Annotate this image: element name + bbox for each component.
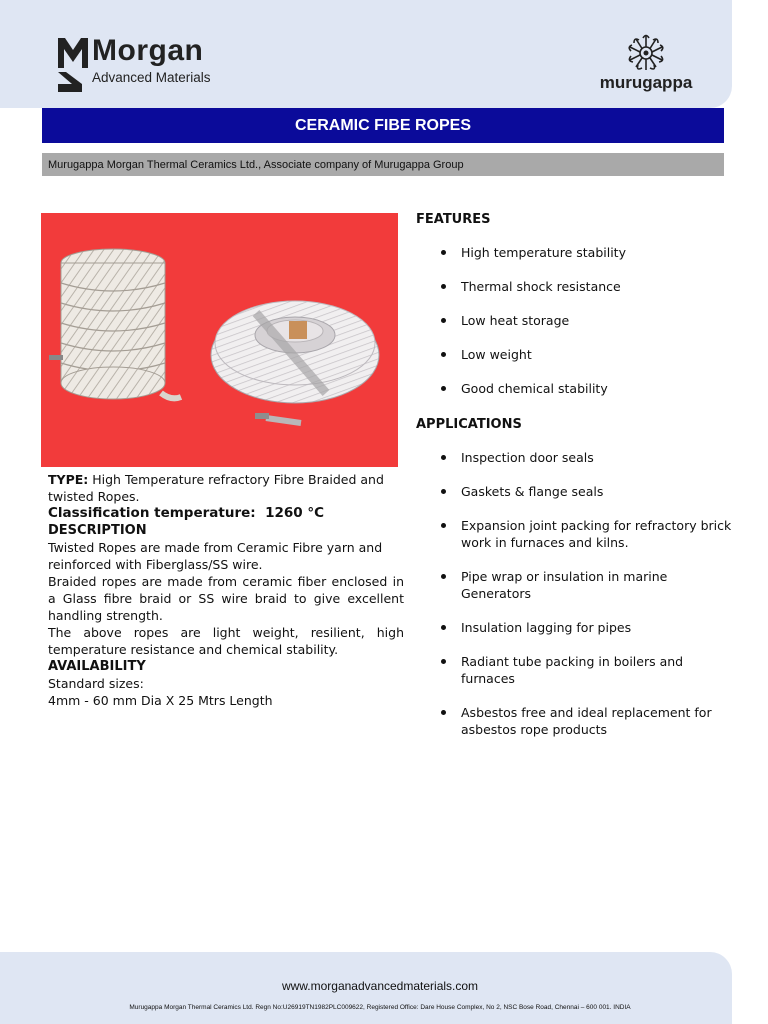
- morgan-logo: [58, 34, 258, 94]
- availability-line-2: 4mm - 60 mm Dia X 25 Mtrs Length: [48, 693, 273, 708]
- type-label: TYPE:: [48, 472, 89, 487]
- classification-value: 1260 °C: [265, 505, 325, 521]
- list-item: Inspection door seals: [416, 449, 736, 466]
- left-column: [48, 471, 404, 709]
- list-item: Low weight: [416, 346, 736, 363]
- murugappa-logo: [588, 34, 704, 96]
- classification-label: Classification temperature:: [48, 505, 256, 521]
- page-title: CERAMIC FIBE ROPES: [42, 108, 724, 143]
- availability-heading: AVAILABILITY: [48, 659, 146, 674]
- footer-registration: Murugappa Morgan Thermal Ceramics Ltd. Regn No:U26919TN1982PLC009622, Registered Office: Dare House Complex, No 2, NSC Bose Road, Chennai – 600 001. INDIA: [129, 1004, 631, 1011]
- list-item: Thermal shock resistance: [416, 278, 736, 295]
- header-band: [0, 0, 732, 108]
- description-paragraph-3: The above ropes are light weight, resilient, high temperature resistance and chemical stability.: [48, 625, 404, 657]
- description-heading: DESCRIPTION: [48, 523, 147, 538]
- list-item: Expansion joint packing for refractory brick work in furnaces and kilns.: [416, 517, 736, 551]
- morgan-wordmark: Morgan: [92, 34, 204, 67]
- list-item: Asbestos free and ideal replacement for asbestos rope products: [416, 704, 736, 738]
- morgan-tagline: Advanced Materials: [92, 70, 211, 85]
- list-item: High temperature stability: [416, 244, 736, 261]
- list-item: Low heat storage: [416, 312, 736, 329]
- murugappa-wordmark: murugappa: [599, 73, 693, 92]
- applications-heading: APPLICATIONS: [416, 417, 522, 432]
- morgan-m-icon: [58, 38, 88, 92]
- list-item: Insulation lagging for pipes: [416, 619, 736, 636]
- description-paragraph-1: Twisted Ropes are made from Ceramic Fibre yarn and reinforced with Fiberglass/SS wire.: [48, 540, 383, 572]
- applications-list: [416, 449, 736, 738]
- type-paragraph: [48, 471, 404, 505]
- classification-temperature: [48, 505, 404, 522]
- product-photo: [41, 213, 398, 467]
- availability-line-1: Standard sizes:: [48, 676, 144, 691]
- features-list: [416, 244, 736, 397]
- type-text: High Temperature refractory Fibre Braided and twisted Ropes.: [48, 472, 384, 504]
- murugappa-flower-icon: [626, 34, 666, 72]
- features-heading: FEATURES: [416, 212, 491, 227]
- company-line: Murugappa Morgan Thermal Ceramics Ltd., Associate company of Murugappa Group: [42, 153, 724, 176]
- rope-coils-image: [41, 213, 398, 467]
- description-paragraph-2: Braided ropes are made from ceramic fiber enclosed in a Glass fibre braid or SS wire braid to give excellent handling strength.: [48, 574, 404, 623]
- footer-website-link[interactable]: www.morganadvancedmaterials.com: [281, 979, 479, 993]
- list-item: Pipe wrap or insulation in marine Generators: [416, 568, 736, 602]
- list-item: Gaskets & flange seals: [416, 483, 736, 500]
- list-item: Good chemical stability: [416, 380, 736, 397]
- right-column: [416, 212, 736, 755]
- list-item: Radiant tube packing in boilers and furnaces: [416, 653, 736, 687]
- footer-band: [0, 952, 732, 1024]
